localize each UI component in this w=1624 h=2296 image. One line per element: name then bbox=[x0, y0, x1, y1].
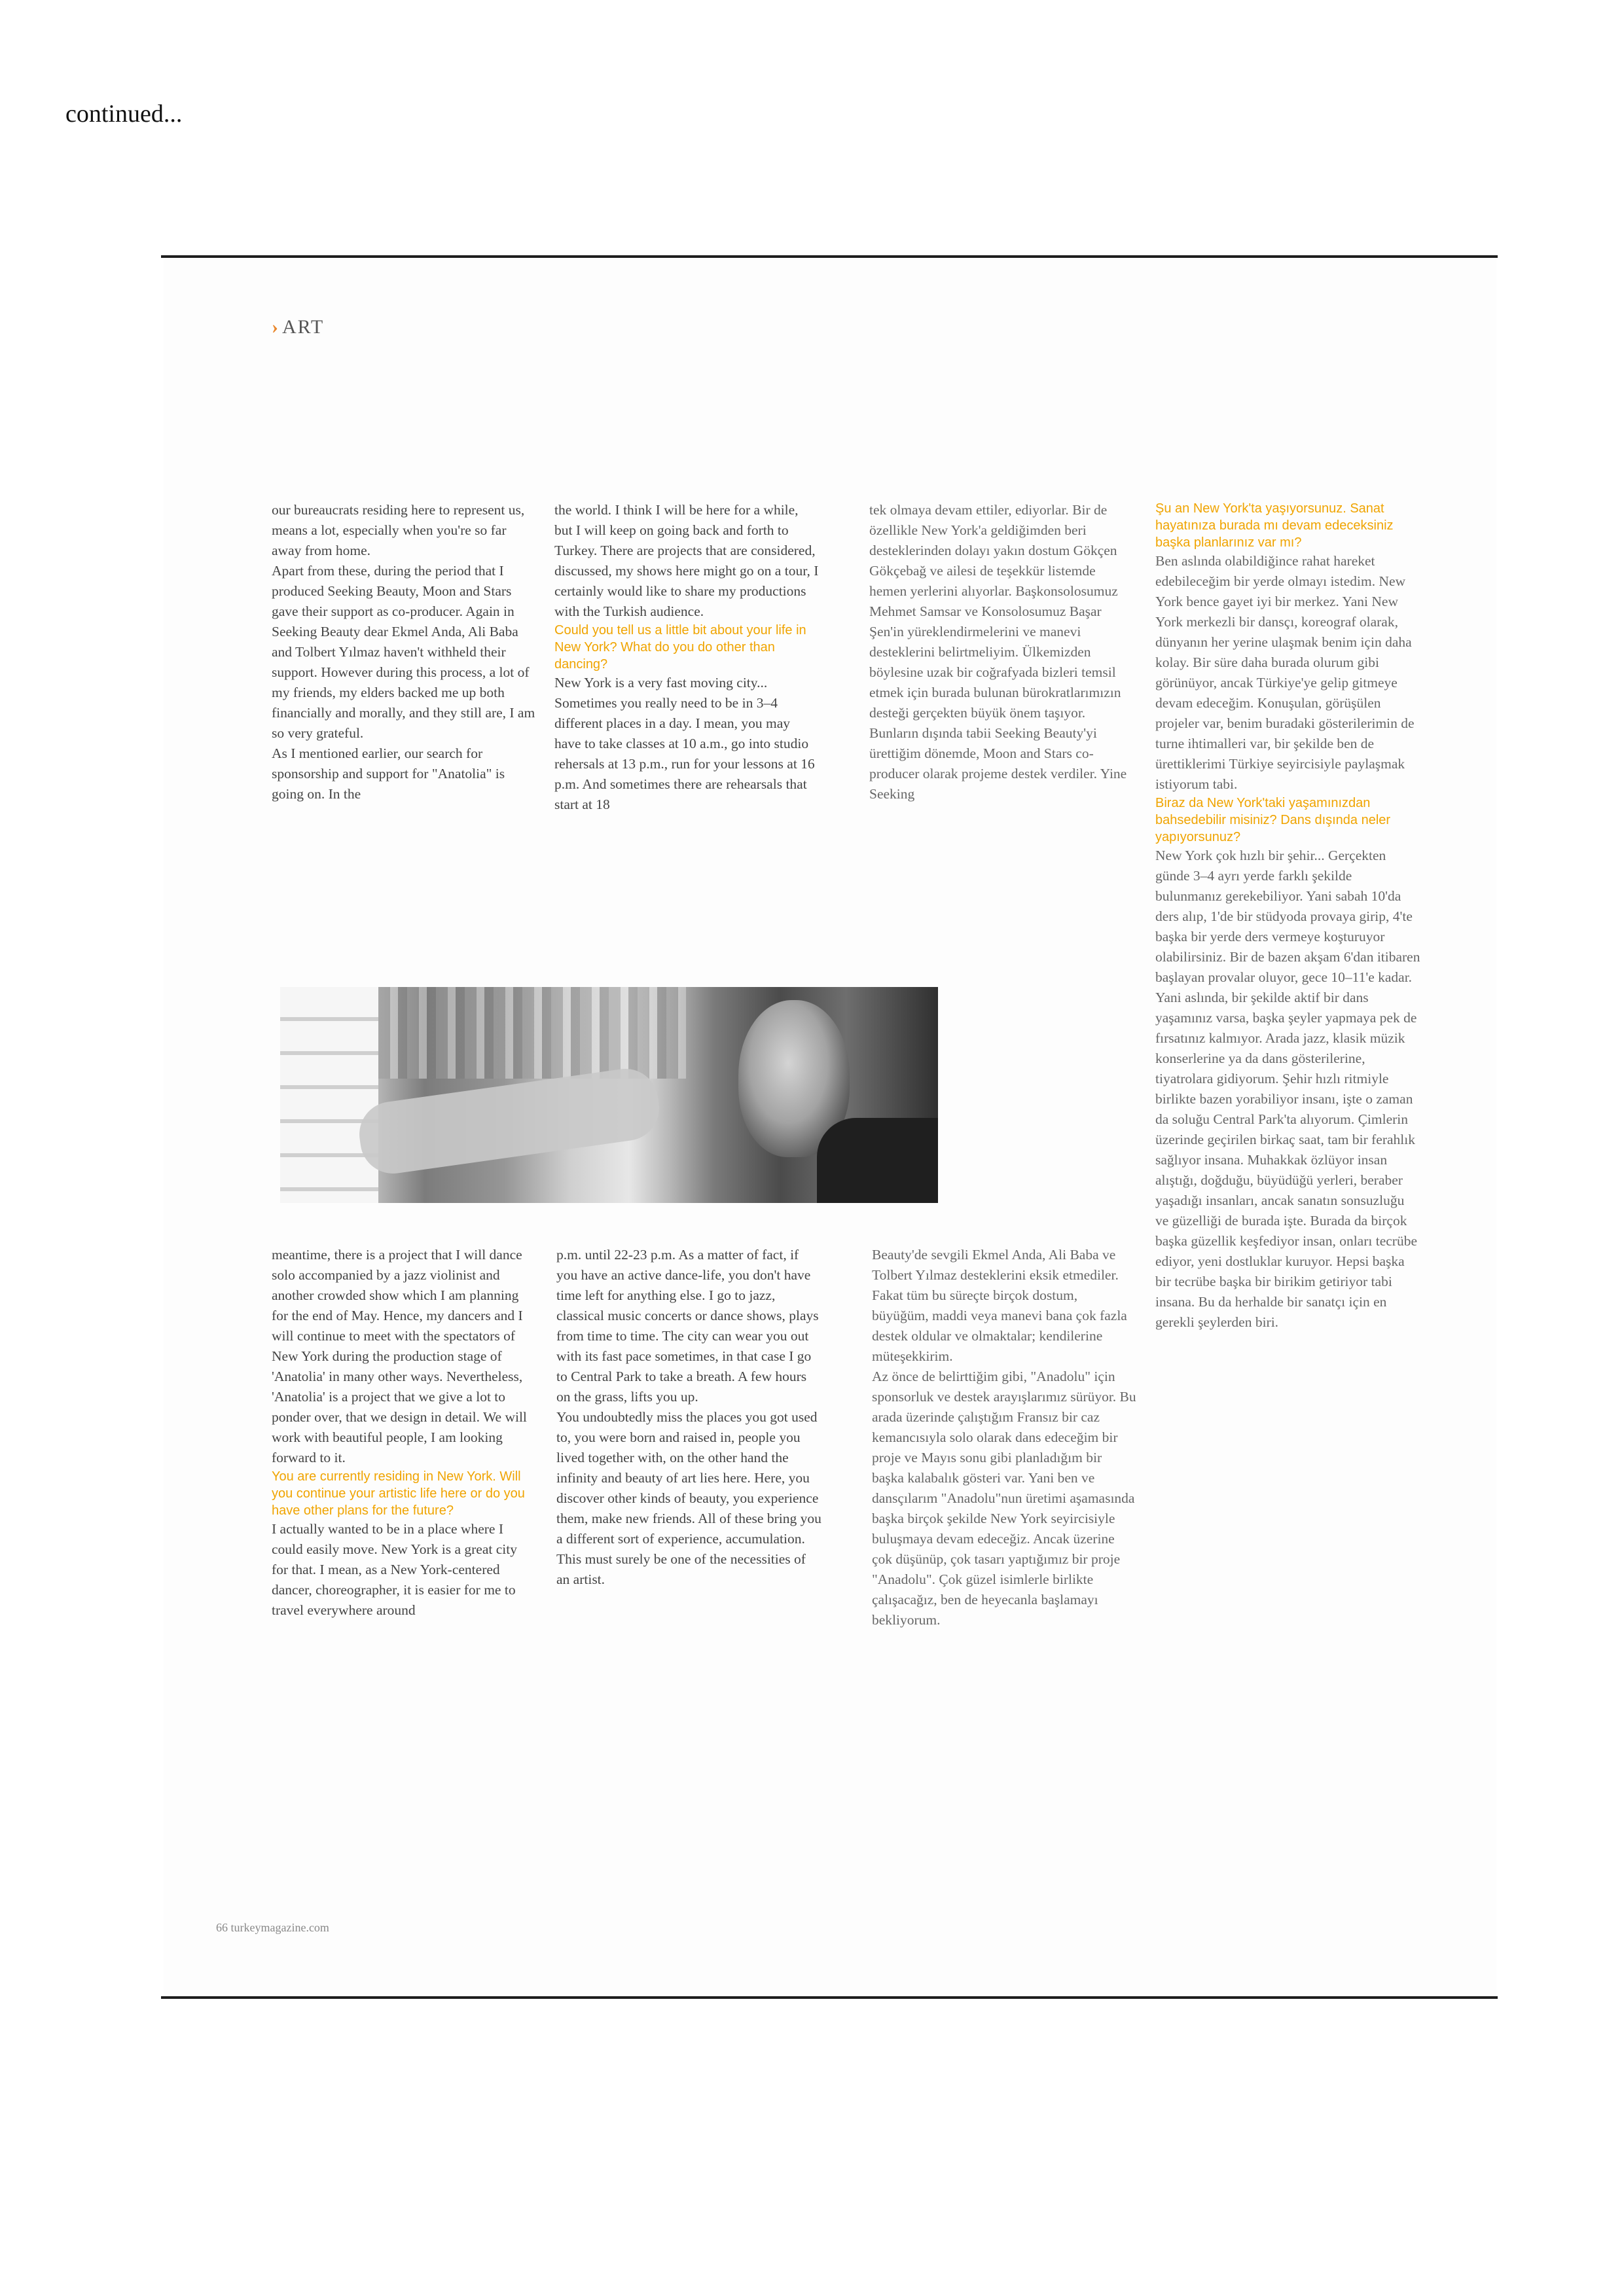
section-header bbox=[272, 316, 324, 338]
section-label: ART bbox=[282, 316, 325, 338]
question-heading: Şu an New York'ta yaşıyorsunuz. Sanat hayatınıza burada mı devam edeceksiniz başka planlarınız var mı? bbox=[1155, 501, 1394, 550]
question-heading: Biraz da New York'taki yaşamınızdan bahsedebilir misiniz? Dans dışında neler yapıyorsunuz? bbox=[1155, 796, 1391, 844]
body-paragraph: meantime, there is a project that I will dance solo accompanied by a jazz violinist and another crowded show which I am planning for the end of May. Hence, my dancers and I will continue to meet with the spectators of New York during the production stage of 'Anatolia' in many other ways. Nevertheless, 'Anatolia' is a project that we give a lot to ponder over, that we design in detail. We will work with beautiful people, I am looking forward to it. bbox=[272, 1247, 527, 1465]
text-column-tr-2 bbox=[1155, 500, 1420, 1783]
text-column-tr-1 bbox=[869, 500, 1134, 952]
body-paragraph: our bureaucrats residing here to represent us, means a lot, especially when you're so far away from home. bbox=[272, 502, 525, 558]
text-column-en-3 bbox=[272, 1245, 537, 1821]
photo-shoulder bbox=[817, 1118, 938, 1203]
page-footer: 66 turkeymagazine.com bbox=[216, 1921, 329, 1934]
body-paragraph: p.m. until 22-23 p.m. As a matter of fact, if you have an active dance-life, you don't have time left for anything else. I go to jazz, classical music concerts or dance shows, plays from time to time. The city can wear you out with its fast pace sometimes, in that case I go to Central Park to take a breath. A few hours on the grass, lifts you up. bbox=[556, 1247, 819, 1405]
body-paragraph: Beauty'de sevgili Ekmel Anda, Ali Baba ve Tolbert Yılmaz desteklerini eksik etmediler. Fakat tüm bu süreçte birçok dostum, büyüğüm, maddi veya manevi bana çok fazla destek oldular ve olmaktalar; kendilerine müteşekkirim. bbox=[872, 1247, 1127, 1364]
photo-shelves bbox=[280, 987, 378, 1203]
body-paragraph: New York is a very fast moving city... Sometimes you really need to be in 3–4 different places in a day. I mean, you may have to take classes at 10 a.m., go into studio rehersals at 13 p.m., run for your lessons at 16 p.m. And sometimes there are rehearsals that start at 18 bbox=[554, 675, 815, 812]
continued-label: continued... bbox=[65, 100, 183, 128]
photo-arm bbox=[355, 1065, 664, 1178]
body-paragraph: the world. I think I will be here for a while, but I will keep on going back and forth to Turkey. There are projects that are considered, discussed, my shows here might go on a tour, I certainly would like to share my productions with the Turkish audience. bbox=[554, 502, 819, 619]
text-column-en-4 bbox=[556, 1245, 821, 1821]
dancer-photo bbox=[280, 987, 938, 1203]
bottom-rule bbox=[161, 1996, 1498, 1999]
body-paragraph: You undoubtedly miss the places you got used to, you were born and raised in, people you lived together with, on the other hand the infinity and beauty of art lies here. Here, you discover other kinds of beauty, you experience them, make new friends. All of these bring you a different sort of experience, accumulation. This must surely be one of the necessities of an artist. bbox=[556, 1409, 821, 1587]
body-paragraph: Bunların dışında tabii Seeking Beauty'yi ürettiğim dönemde, Moon and Stars co-producer olarak projeme destek verdiler. Yine Seeking bbox=[869, 725, 1127, 802]
text-column-tr-3 bbox=[872, 1245, 1137, 1821]
question-heading: Could you tell us a little bit about your life in New York? What do you do other than dancing? bbox=[554, 623, 806, 672]
body-paragraph: New York çok hızlı bir şehir... Gerçekten günde 3–4 ayrı yerde farklı şekilde bulunmanız gerekebiliyor. Yani sabah 10'da ders alıp, 1'de bir stüdyoda provaya girip, 4'te başka bir yerde ders vermeye koşturuyor olabilirsiniz. Bir de bazen akşam 6'dan itibaren başlayan provalar oluyor, gece 10–11'e kadar. Yani aslında, bir şekilde aktif bir dans yaşamınız varsa, başka şeyler yapmaya pek de fırsatınız kalmıyor. Arada jazz, klasik müzik konserlerine ya da dans gösterilerine, tiyatrolara gidiyorum. Şehir hızlı ritmiyle birlikte bazen yorabiliyor insanı, işte o zaman da soluğu Central Park'ta alıyorum. Çimlerin üzerinde geçirilen birkaç saat, tam bir ferahlık sağlıyor insana. Muhakkak özlüyor insan alıştığı, doğduğu, büyüdüğü yerleri, beraber yaşadığı insanları, ancak sanatın sonsuzluğu ve güzelliği de burada işte. Burada da birçok başka güzellik keşfediyor insan, onları tecrübe ediyor, yeni dostluklar kuruyor. Hepsi başka bir tecrübe başka bir birikim getiriyor tabi insana. Bu da herhalde bir sanatçı için en gerekli şeylerden biri. bbox=[1155, 848, 1420, 1330]
chevron-right-icon: › bbox=[272, 316, 280, 338]
text-column-en-1 bbox=[272, 500, 537, 952]
top-rule bbox=[161, 255, 1498, 258]
body-paragraph: Az önce de belirttiğim gibi, "Anadolu" için sponsorluk ve destek arayışlarımız sürüyor. Bu arada üzerinde çalıştığım Fransız bir caz kemancısıyla solo olarak dans edeceğim bir proje ve Mayıs sonu gibi planladığım bir başka kalabalık gösteri var. Yani ben ve dansçılarım "Anadolu"nun üretimi aşamasında başka birçok şekilde New York seyircisiyle buluşmaya devam edeceğiz. Ancak üzerine çok düşünüp, çok tasarı yaptığımız bir proje "Anadolu". Çok güzel isimlerle birlikte çalışacağız, ben de heyecanla başlamayı bekliyorum. bbox=[872, 1369, 1136, 1628]
body-paragraph: I actually wanted to be in a place where I could easily move. New York is a great city for that. I mean, as a New York-centered dancer, choreographer, it is easier for me to travel everywhere around bbox=[272, 1521, 517, 1618]
body-paragraph: Apart from these, during the period that I produced Seeking Beauty, Moon and Stars gave their support as co-producer. Again in Seeking Beauty dear Ekmel Anda, Ali Baba and Tolbert Yılmaz haven't withheld their support. However during this process, a lot of my friends, my elders backed me up both financially and morally, and they still are, I am so very grateful. bbox=[272, 563, 535, 741]
body-paragraph: As I mentioned earlier, our search for sponsorship and support for "Anatolia" is going on. In the bbox=[272, 745, 505, 802]
question-heading: You are currently residing in New York. Will you continue your artistic life here or do you have other plans for the future? bbox=[272, 1469, 525, 1518]
text-column-en-2 bbox=[554, 500, 820, 952]
photo-window bbox=[378, 987, 686, 1079]
body-paragraph: tek olmaya devam ettiler, ediyorlar. Bir de özellikle New York'a geldiğimden beri desteklerinden dolayı yakın dostum Gökçen Gökçebağ ve ailesi de teşekkür listemde hemen yerlerini alıyorlar. Başkonsolosumuz Mehmet Samsar ve Konsolosumuz Başar Şen'in yüreklendirmelerini ve manevi desteklerini belirtmeliyim. Ülkemizden böylesine uzak bir coğrafyada bizleri temsil etmek için burada bulunan bürokratlarımızın desteği gerçekten büyük önem taşıyor. bbox=[869, 502, 1121, 721]
body-paragraph: Ben aslında olabildiğince rahat hareket edebileceğim bir yerde olmayı istedim. New York bence gayet iyi bir merkez. Yani New York merkezli bir dansçı, koreograf olarak, dünyanın her yerine ulaşmak benim için daha kolay. Bir süre daha burada olurum gibi görünüyor, ancak Türkiye'ye gelip gitmeye devam edeceğim. Konuşulan, görüşülen projeler var, benim buradaki gösterilerimin de turne ihtimalleri var, bir şekilde ben de ürettiklerimi Türkiye seyircisiyle paylaşmak istiyorum tabi. bbox=[1155, 553, 1415, 792]
